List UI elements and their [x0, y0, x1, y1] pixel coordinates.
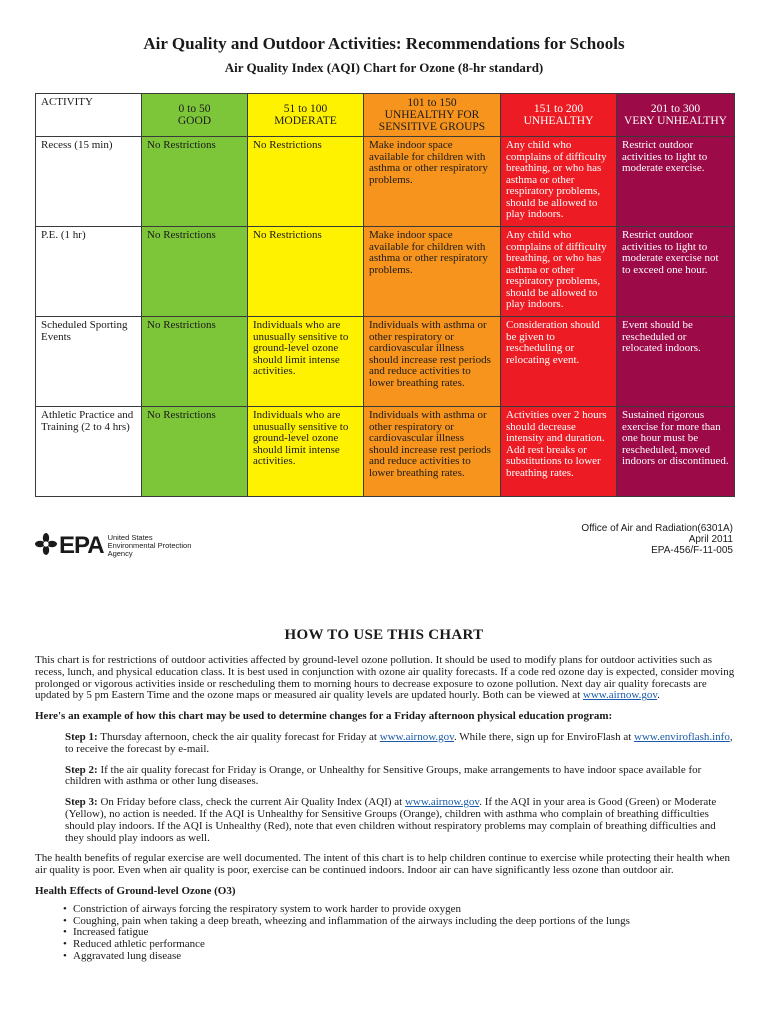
office-name: Office of Air and Radiation(6301A): [581, 523, 733, 534]
column-header-usg: [364, 94, 501, 137]
table-row: [36, 407, 735, 497]
table-cell: Make indoor space available for children with asthma or other respiratory problems.: [364, 227, 501, 317]
intro-paragraph: This chart is for restrictions of outdoor activities affected by ground-level ozone pollution. It should be used to modify plans for outdoor activities such as recess, lunch, and physical education class. It is best used in conjunction with ozone air quality forecasts. If a code red ozone day is expected, consider moving prolonged or vigorous activities inside or rescheduling them to morning hours to decrease exposure to ozone pollution. Next day air quality forecasts are updated by 5 pm Eastern Time and the ozone maps or measured air quality levels are updated hourly. Both can be viewed at www.airnow.gov.: [35, 654, 735, 702]
list-item: • Coughing, pain when taking a deep breath, wheezing and inflammation of the airways including the deep portions of the lungs: [65, 916, 735, 928]
epa-flower-icon: [35, 533, 57, 560]
table-cell: Any child who complains of difficulty breathing, or who has asthma or other respiratory problems, should be allowed to play indoors.: [501, 227, 617, 317]
effects-list: [35, 904, 735, 963]
table-cell: No Restrictions: [142, 137, 248, 227]
example-lead: Here's an example of how this chart may be used to determine changes for a Friday afternoon physical education program:: [35, 710, 613, 723]
column-header-moderate: [248, 94, 364, 137]
section-heading: HOW TO USE THIS CHART: [284, 627, 484, 643]
list-item: • Constriction of airways forcing the respiratory system to work harder to provide oxygen: [65, 904, 735, 916]
benefits-paragraph: The health benefits of regular exercise are well documented. The intent of this chart is to help children continue to exercise while protecting their health when air quality is poor. Even when air quality is poor, exercise can be continued indoors. Indoor air can have significantly less ozone than outdoor air.: [35, 852, 730, 877]
airnow-link[interactable]: www.airnow.gov: [404, 796, 480, 809]
step-2: Step 2: If the air quality forecast for Friday is Orange, or Unhealthy for Sensitive Groups, make arrangements to have indoor space available for children with asthma or other lung diseases.: [65, 763, 702, 788]
table-cell: No Restrictions: [248, 137, 364, 227]
table-cell: No Restrictions: [248, 227, 364, 317]
table-row: [36, 137, 735, 227]
column-header-unhealthy: [501, 94, 617, 137]
instructions-body: [35, 655, 735, 963]
table-cell: Sustained rigorous exercise for more than one hour must be rescheduled, moved indoors or discontinued.: [617, 407, 735, 497]
table-cell: Any child who complains of difficulty breathing, or who has asthma or other respiratory problems, should be allowed to play indoors.: [501, 137, 617, 227]
airnow-link[interactable]: www.airnow.gov: [379, 730, 454, 743]
level-range: 101 to 150: [407, 97, 457, 109]
agency-name: [108, 534, 208, 558]
table-row: [36, 317, 735, 407]
level-name: GOOD: [177, 115, 212, 127]
level-name: MODERATE: [274, 115, 337, 127]
table-header-row: [36, 94, 735, 137]
table-cell: Activities over 2 hours should decrease intensity and duration. Add rest breaks or substitutions to lower breathing rates.: [501, 407, 617, 497]
activity-cell: P.E. (1 hr): [36, 227, 142, 317]
level-name: UNHEALTHY FOR SENSITIVE GROUPS: [378, 109, 486, 133]
agency-line: United States: [107, 533, 153, 542]
table-cell: Make indoor space available for children with asthma or other respiratory problems.: [364, 137, 501, 227]
table-cell: Individuals who are unusually sensitive to ground-level ozone should limit intense activities.: [248, 407, 364, 497]
list-item: • Aggravated lung disease: [65, 951, 735, 963]
list-item: • Increased fatigue: [65, 927, 735, 939]
list-item: • Reduced athletic performance: [65, 939, 735, 951]
table-cell: Restrict outdoor activities to light to moderate exercise not to exceed one hour.: [617, 227, 735, 317]
epa-wordmark: EPA: [59, 532, 104, 559]
activity-cell: Scheduled Sporting Events: [36, 317, 142, 407]
airnow-link[interactable]: www.airnow.gov: [582, 689, 658, 702]
level-range: 201 to 300: [650, 103, 701, 115]
step-3: Step 3: On Friday before class, check the current Air Quality Index (AQI) at www.airnow.gov. If the AQI in your area is Good (Green) or Moderate (Yellow), no action is needed. If the AQI is Unhealthy for Sensitive Groups (Orange), children with asthma who complain of breathing difficulties should play indoors. If the AQI is Unhealthy (Red), note that even children without respiratory problems may complain of breathing difficulties and they should play indoors as well.: [65, 796, 717, 844]
enviroflash-link[interactable]: www.enviroflash.info: [634, 730, 730, 743]
activity-cell: Recess (15 min): [36, 137, 142, 227]
table-row: [36, 227, 735, 317]
table-cell: Event should be rescheduled or relocated indoors.: [617, 317, 735, 407]
table-cell: Restrict outdoor activities to light to moderate exercise.: [617, 137, 735, 227]
table-cell: Individuals with asthma or other respiratory or cardiovascular illness should increase rest periods and reduce activities to lower breathing rates.: [364, 317, 501, 407]
column-header-very-unhealthy: [617, 94, 735, 137]
table-cell: Individuals who are unusually sensitive to ground-level ozone should limit intense activities.: [248, 317, 364, 407]
agency-line: Environmental Protection: [107, 541, 192, 550]
publish-date: April 2011: [688, 534, 733, 545]
office-info: [581, 523, 733, 556]
table-cell: No Restrictions: [142, 227, 248, 317]
table-cell: Consideration should be given to rescheduling or relocating event.: [501, 317, 617, 407]
effects-heading: Health Effects of Ground-level Ozone (O3): [35, 884, 236, 897]
level-name: VERY UNHEALTHY: [624, 115, 727, 127]
step-1: Step 1: Thursday afternoon, check the air quality forecast for Friday at www.airnow.gov. While there, sign up for EnviroFlash at www.enviroflash.info, to receive the forecast by e-mail.: [65, 730, 733, 755]
table-cell: Individuals with asthma or other respiratory or cardiovascular illness should increase rest periods and reduce activities to lower breathing rates.: [364, 407, 501, 497]
level-range: 151 to 200: [533, 103, 584, 115]
chart-subtitle: Air Quality Index (AQI) Chart for Ozone (8-hr standard): [224, 60, 544, 75]
table-cell: No Restrictions: [142, 407, 248, 497]
aqi-table: [35, 93, 735, 497]
activity-cell: Athletic Practice and Training (2 to 4 hrs): [36, 407, 142, 497]
column-header-activity: ACTIVITY: [36, 94, 142, 137]
level-name: UNHEALTHY: [523, 115, 594, 127]
level-range: 51 to 100: [283, 103, 328, 115]
epa-logo: [35, 534, 208, 558]
level-range: 0 to 50: [178, 103, 211, 115]
table-cell: No Restrictions: [142, 317, 248, 407]
document-number: EPA-456/F-11-005: [651, 545, 733, 556]
agency-line: Agency: [107, 549, 133, 558]
page-title: Air Quality and Outdoor Activities: Recommendations for Schools: [143, 34, 625, 53]
column-header-good: [142, 94, 248, 137]
